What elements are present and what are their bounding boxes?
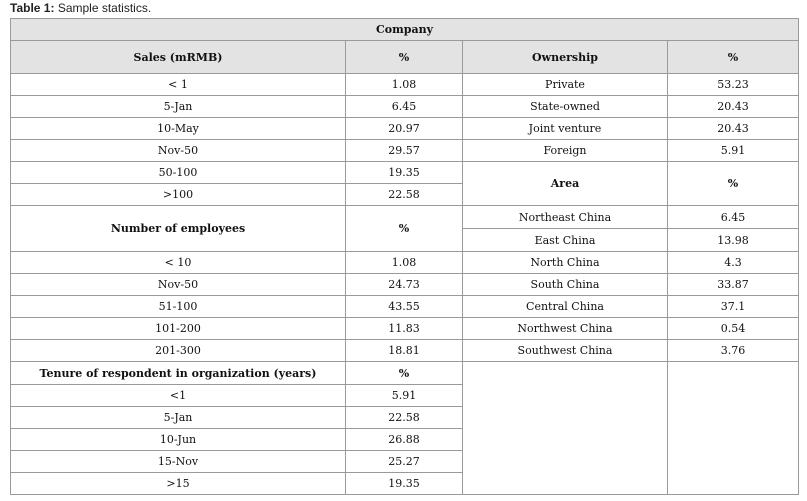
tenure-label: 15-Nov <box>11 451 346 473</box>
area-value: 37.1 <box>668 296 799 318</box>
area-label: South China <box>463 274 668 296</box>
tenure-value: 19.35 <box>346 473 463 495</box>
sales-label: Nov-50 <box>11 140 346 162</box>
sales-label: >100 <box>11 184 346 206</box>
ownership-label: Joint venture <box>463 118 668 140</box>
employees-pct-heading: % <box>346 206 463 252</box>
sales-value: 19.35 <box>346 162 463 184</box>
tenure-label: <1 <box>11 385 346 407</box>
employees-label: 101-200 <box>11 318 346 340</box>
area-value: 0.54 <box>668 318 799 340</box>
employees-label: 51-100 <box>11 296 346 318</box>
ownership-value: 20.43 <box>668 118 799 140</box>
area-value: 33.87 <box>668 274 799 296</box>
tenure-value: 5.91 <box>346 385 463 407</box>
area-label: Northwest China <box>463 318 668 340</box>
ownership-label: State-owned <box>463 96 668 118</box>
ownership-label: Foreign <box>463 140 668 162</box>
sales-value: 1.08 <box>346 74 463 96</box>
area-value: 4.3 <box>668 252 799 274</box>
employees-value: 11.83 <box>346 318 463 340</box>
ownership-value: 5.91 <box>668 140 799 162</box>
tenure-label: >15 <box>11 473 346 495</box>
area-value: 3.76 <box>668 340 799 362</box>
employees-value: 18.81 <box>346 340 463 362</box>
area-label: Southwest China <box>463 340 668 362</box>
caption-label: Table 1: <box>10 1 55 15</box>
tenure-value: 26.88 <box>346 429 463 451</box>
empty-cell <box>463 362 668 495</box>
tenure-heading: Tenure of respondent in organization (years) <box>11 362 346 385</box>
company-header: Company <box>11 19 799 41</box>
area-value: 13.98 <box>668 229 799 252</box>
ownership-value: 53.23 <box>668 74 799 96</box>
employees-label: 201-300 <box>11 340 346 362</box>
ownership-pct-heading: % <box>668 41 799 74</box>
ownership-label: Private <box>463 74 668 96</box>
ownership-value: 20.43 <box>668 96 799 118</box>
sales-value: 6.45 <box>346 96 463 118</box>
sales-heading: Sales (mRMB) <box>11 41 346 74</box>
sales-value: 29.57 <box>346 140 463 162</box>
sales-value: 20.97 <box>346 118 463 140</box>
employees-value: 24.73 <box>346 274 463 296</box>
tenure-value: 22.58 <box>346 407 463 429</box>
employees-label: < 10 <box>11 252 346 274</box>
sales-label: 5-Jan <box>11 96 346 118</box>
caption-text: Sample statistics. <box>57 1 152 15</box>
ownership-heading: Ownership <box>463 41 668 74</box>
tenure-pct-heading: % <box>346 362 463 385</box>
employees-label: Nov-50 <box>11 274 346 296</box>
area-value: 6.45 <box>668 206 799 229</box>
area-label: Northeast China <box>463 206 668 229</box>
tenure-label: 10-Jun <box>11 429 346 451</box>
sales-label: 10-May <box>11 118 346 140</box>
table-caption <box>10 1 151 15</box>
area-pct-heading: % <box>668 162 799 206</box>
area-label: East China <box>463 229 668 252</box>
area-heading: Area <box>463 162 668 206</box>
area-label: North China <box>463 252 668 274</box>
employees-heading: Number of employees <box>11 206 346 252</box>
sample-statistics-table <box>10 18 799 495</box>
sales-value: 22.58 <box>346 184 463 206</box>
sales-label: < 1 <box>11 74 346 96</box>
sales-label: 50-100 <box>11 162 346 184</box>
employees-value: 1.08 <box>346 252 463 274</box>
tenure-value: 25.27 <box>346 451 463 473</box>
empty-cell <box>668 362 799 495</box>
tenure-label: 5-Jan <box>11 407 346 429</box>
sales-pct-heading: % <box>346 41 463 74</box>
area-label: Central China <box>463 296 668 318</box>
employees-value: 43.55 <box>346 296 463 318</box>
